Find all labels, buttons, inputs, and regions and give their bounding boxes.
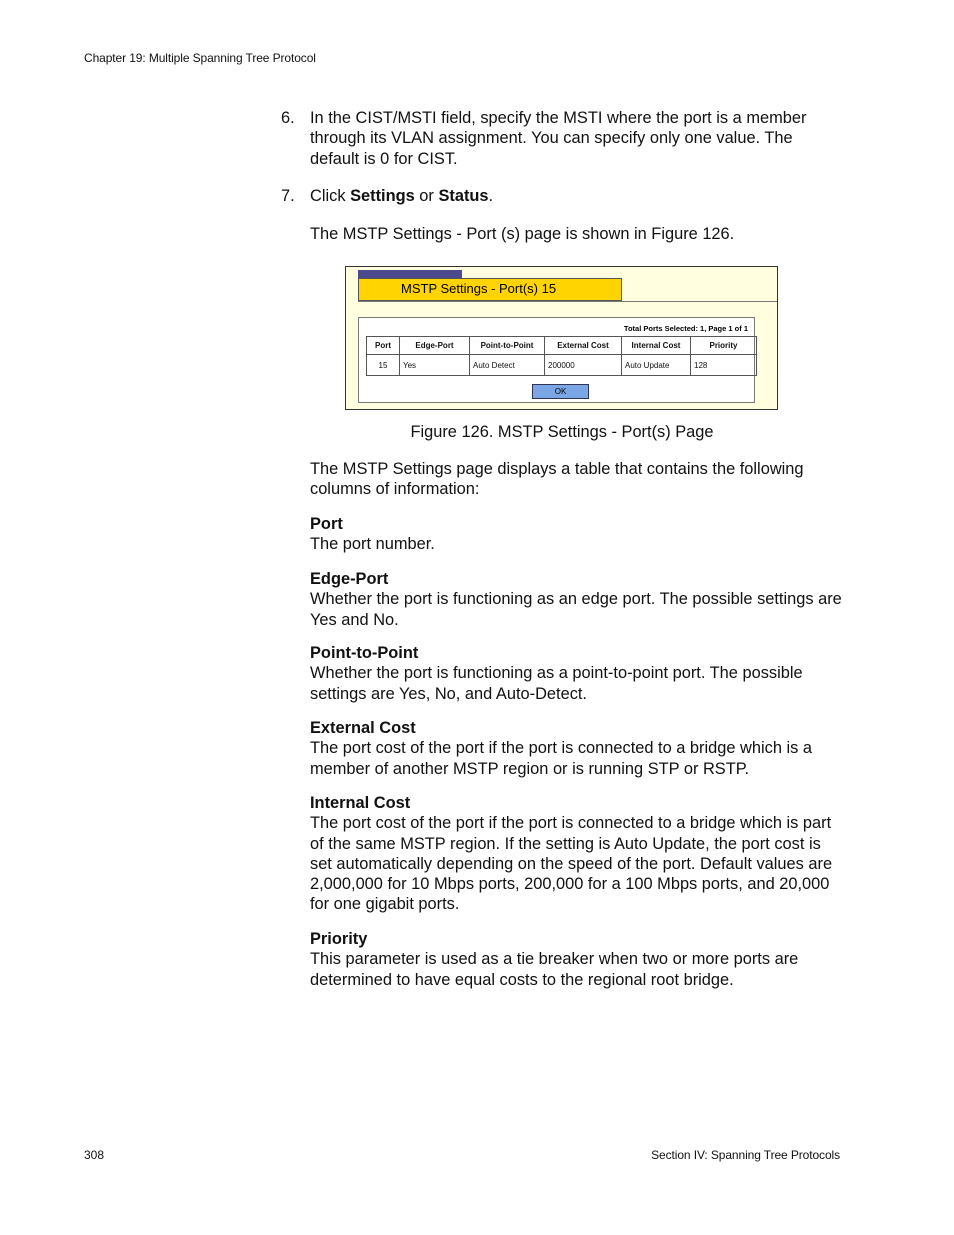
col-external-cost: External Cost	[545, 337, 622, 355]
cell-port: 15	[367, 355, 400, 376]
step-7	[281, 186, 846, 206]
term-definition: Whether the port is functioning as a point-to-point port. The possible settings are Yes, No, and Auto-Detect.	[310, 664, 803, 703]
cell-priority: 128	[691, 355, 757, 376]
step-number: 6.	[281, 109, 295, 127]
section-footer: Section IV: Spanning Tree Protocols	[651, 1148, 840, 1162]
step-text-post: .	[488, 187, 494, 205]
col-port: Port	[367, 337, 400, 355]
term-title: Point-to-Point	[310, 644, 419, 662]
col-priority: Priority	[691, 337, 757, 355]
total-ports-selected: Total Ports Selected: 1, Page 1 of 1	[623, 324, 748, 333]
term-title: Internal Cost	[310, 794, 411, 812]
term-title: Priority	[310, 930, 368, 948]
cell-edge-port: Yes	[400, 355, 470, 376]
figure-intro: The MSTP Settings - Port (s) page is shown in Figure 126.	[310, 225, 735, 243]
port-settings-table	[366, 336, 757, 376]
term-title: Port	[310, 515, 343, 533]
term-definition: The port number.	[310, 535, 435, 554]
window-strip	[358, 270, 462, 278]
table-description: The MSTP Settings page displays a table that contains the following columns of information:	[310, 460, 804, 499]
col-point-to-point: Point-to-Point	[470, 337, 545, 355]
term-point-to-point	[310, 643, 845, 704]
step-text: In the CIST/MSTI field, specify the MSTI where the port is a member through its VLAN assignment. You can specify only one value. The default is 0 for CIST.	[310, 109, 807, 168]
term-port	[310, 514, 845, 555]
term-title: Edge-Port	[310, 570, 389, 588]
running-head: Chapter 19: Multiple Spanning Tree Protocol	[84, 51, 316, 65]
step-number: 7.	[281, 187, 295, 205]
step-text-mid: or	[414, 187, 439, 205]
step-text	[310, 186, 846, 206]
ok-button[interactable]: OK	[532, 384, 589, 399]
screenshot-panel	[358, 317, 755, 403]
term-definition: The port cost of the port if the port is connected to a bridge which is a member of another MSTP region or is running STP or RSTP.	[310, 739, 813, 778]
term-definition: This parameter is used as a tie breaker when two or more ports are determined to have equal costs to the regional root bridge.	[310, 950, 799, 989]
term-external-cost	[310, 718, 845, 779]
cell-external-cost: 200000	[545, 355, 622, 376]
term-definition: Whether the port is functioning as an edge port. The possible settings are Yes and No.	[310, 590, 842, 629]
step-6	[281, 108, 846, 169]
col-internal-cost: Internal Cost	[622, 337, 691, 355]
cell-point-to-point: Auto Detect	[470, 355, 545, 376]
title-rule	[358, 301, 777, 302]
mstp-settings-screenshot	[345, 266, 778, 410]
table-header-row	[367, 337, 757, 355]
term-internal-cost	[310, 793, 845, 915]
col-edge-port: Edge-Port	[400, 337, 470, 355]
settings-keyword: Settings	[350, 187, 415, 205]
figure-caption: Figure 126. MSTP Settings - Port(s) Page	[410, 423, 714, 441]
term-definition: The port cost of the port if the port is connected to a bridge which is part of the same MSTP region. If the setting is Auto Update, the port cost is set automatically depending on the speed of the port. Default values are 2,000,000 for 10 Mbps ports, 200,000 for a 100 Mbps ports, and 20,000 for one gigabit ports.	[310, 814, 833, 914]
step-text-pre: Click	[310, 187, 351, 205]
screenshot-title: MSTP Settings - Port(s) 15	[358, 278, 622, 302]
term-title: External Cost	[310, 719, 416, 737]
term-priority	[310, 929, 845, 990]
cell-internal-cost: Auto Update	[622, 355, 691, 376]
table-row	[367, 355, 757, 376]
status-keyword: Status	[438, 187, 489, 205]
page-number: 308	[84, 1148, 105, 1162]
term-edge-port	[310, 569, 845, 630]
